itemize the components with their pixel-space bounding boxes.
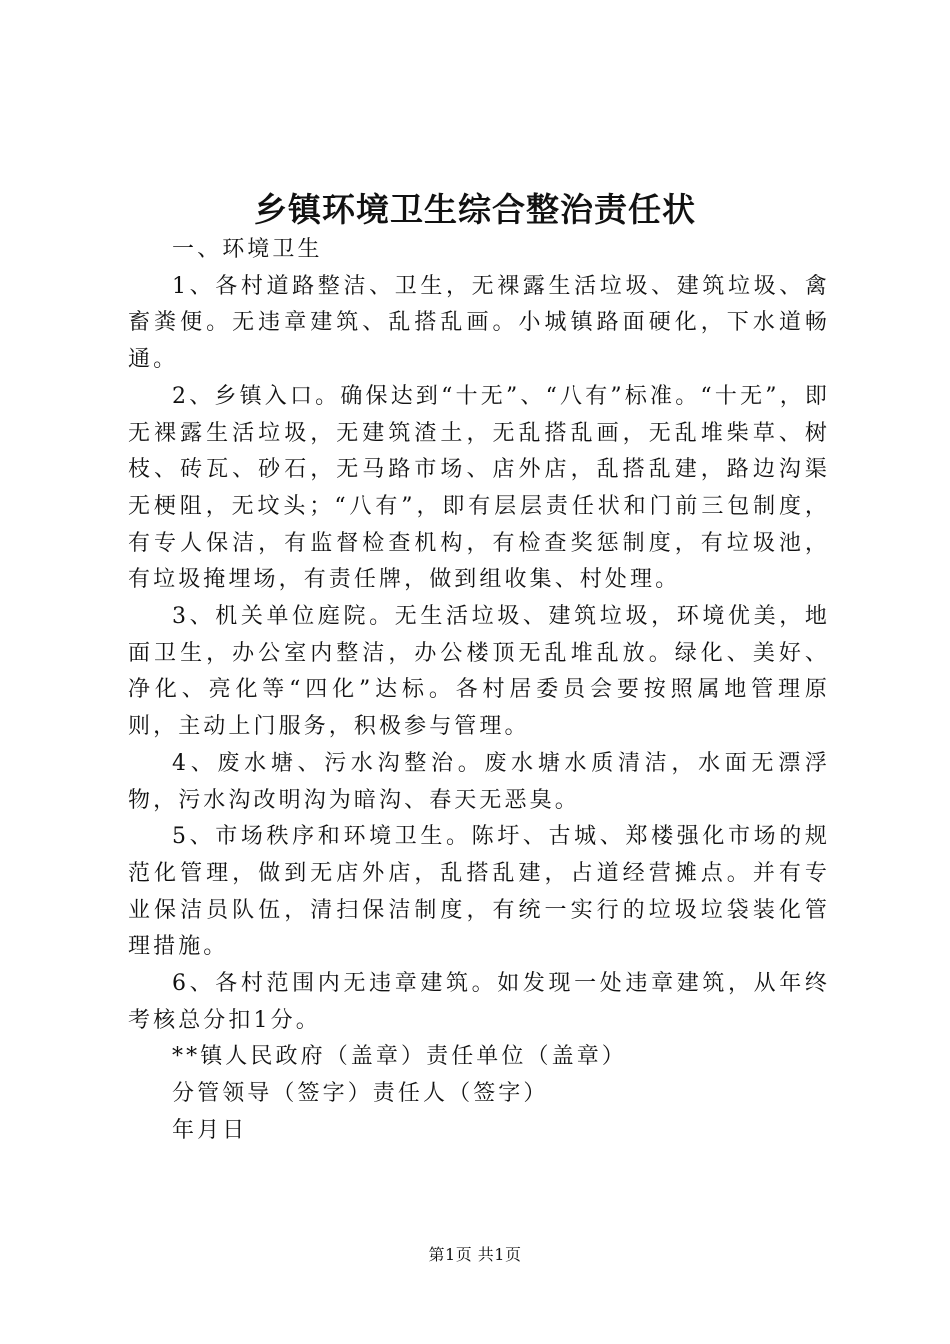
paragraph-item-3: 3、机关单位庭院。无生活垃圾、建筑垃圾，环境优美，地面卫生，办公室内整洁，办公楼顶无乱堆乱放。绿化、美好、净化、亮化等“四化”达标。各村居委员会要按照属地管理原则，主动上门服务，积极参与管理。 [128, 604, 830, 740]
paragraph-item-6: 6、各村范围内无违章建筑。如发现一处违章建筑，从年终考核总分扣1分。 [128, 971, 830, 1033]
page-footer: 第1页 共1页 [428, 1245, 522, 1264]
paragraph-item-4: 4、废水塘、污水沟整治。废水塘水质清洁，水面无漂浮物，污水沟改明沟为暗沟、春天无恶臭。 [128, 750, 830, 813]
paragraph-item-1: 1、各村道路整洁、卫生，无裸露生活垃圾、建筑垃圾、禽畜粪便。无违章建筑、乱搭乱画。小城镇路面硬化，下水道畅通。 [128, 273, 830, 373]
signature-line-signers: 分管领导（签字）责任人（签字） [172, 1081, 549, 1107]
signature-line-seals: **镇人民政府（盖章）责任单位（盖章） [172, 1044, 627, 1070]
paragraph-item-5: 5、市场秩序和环境卫生。陈圩、古城、郑楼强化市场的规范化管理，做到无店外店，乱搭乱建，占道经营摊点。并有专业保洁员队伍，清扫保洁制度，有统一实行的垃圾垃袋装化管理措施。 [128, 824, 830, 960]
paragraph-item-2: 2、乡镇入口。确保达到“十无”、“八有”标准。“十无”，即无裸露生活垃圾，无建筑渣土，无乱搭乱画，无乱堆柴草、树枝、砖瓦、砂石，无马路市场、店外店，乱搭乱建，路边沟渠无梗阻，无坟头；“八有”，即有层层责任状和门前三包制度，有专人保洁，有监督检查机构，有检查奖惩制度，有垃圾池，有垃圾掩埋场，有责任牌，做到组收集、村处理。 [128, 383, 830, 593]
section-heading: 一、环境卫生 [172, 237, 323, 262]
document-title: 乡镇环境卫生综合整治责任状 [254, 190, 696, 229]
signature-line-date: 年月日 [172, 1117, 248, 1143]
document-body [128, 232, 830, 1150]
